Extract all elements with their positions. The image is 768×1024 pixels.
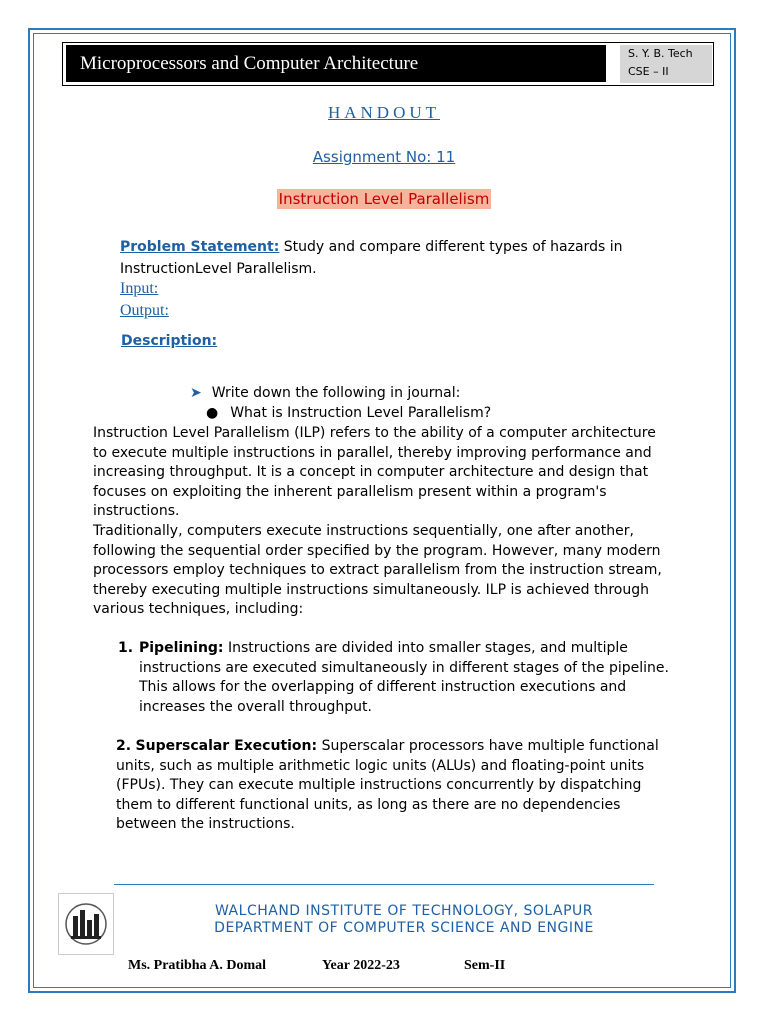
- dot-bullet-item: ● What is Instruction Level Parallelism?: [206, 405, 492, 421]
- technique-number: 1.: [118, 640, 134, 656]
- arrow-bullet-icon: ➤: [190, 385, 202, 401]
- dot-bullet-icon: ●: [206, 405, 219, 421]
- arrow-bullet-item: ➤ Write down the following in journal:: [190, 385, 461, 401]
- paragraph: Instruction Level Parallelism (ILP) refers to the ability of a computer architecture to execute multiple instructions in parallel, thereby improving performance and increasing throughput. It is a concept in computer architecture and design that focuses on exploiting the inherent parallelism present within a program's instructions.: [93, 425, 656, 520]
- technique-item: [116, 737, 676, 835]
- description-label: Description:: [121, 333, 218, 349]
- technique-number: 2.: [116, 738, 132, 754]
- technique-text: Superscalar processors have multiple functional units, such as multiple arithmetic logic units (ALUs) and floating-point units (FPUs). They can execute multiple instructions concurrently by dispatching them to different functional units, as long as there are no dependencies between the instructions.: [116, 738, 659, 833]
- footer-year: Year 2022-23: [322, 958, 400, 973]
- technique-item: [118, 639, 678, 717]
- department-name: DEPARTMENT OF COMPUTER SCIENCE AND ENGINE: [214, 920, 594, 936]
- class-info: [620, 45, 712, 83]
- institute-name: WALCHAND INSTITUTE OF TECHNOLOGY, SOLAPUR: [214, 903, 593, 919]
- handout-heading: HANDOUT: [327, 103, 441, 122]
- class-line-2: CSE – II: [628, 65, 669, 78]
- class-line-1: S. Y. B. Tech: [628, 47, 693, 60]
- technique-text: Instructions are divided into smaller stages, and multiple instructions are executed simultaneously in different stages of the pipeline. This allows for the overlapping of different instruction executions and increases the overall throughput.: [139, 640, 669, 715]
- footer-divider: [114, 884, 654, 885]
- technique-name: Pipelining:: [139, 640, 224, 656]
- problem-text: Study and compare different types of hazards in InstructionLevel Parallelism.: [120, 239, 623, 277]
- institute-logo-icon: [58, 893, 114, 955]
- topic-title: Instruction Level Parallelism: [278, 190, 490, 208]
- course-title: Microprocessors and Computer Architecture: [80, 53, 419, 74]
- footer-semester: Sem-II: [464, 958, 506, 973]
- technique-name: Superscalar Execution:: [135, 738, 318, 754]
- output-label: Output:: [120, 302, 169, 319]
- body-text: [93, 424, 673, 620]
- footer-author: Ms. Pratibha A. Domal: [128, 958, 267, 973]
- assignment-number: Assignment No: 11: [312, 148, 456, 166]
- paragraph: Traditionally, computers execute instructions sequentially, one after another, following the sequential order specified by the program. However, many modern processors employ techniques to extract parallelism from the instruction stream, thereby executing multiple instructions simultaneously. ILP is achieved through various techniques, including:: [93, 522, 662, 618]
- problem-label: Problem Statement:: [120, 239, 280, 255]
- input-label: Input:: [120, 280, 159, 297]
- problem-statement: [120, 236, 680, 280]
